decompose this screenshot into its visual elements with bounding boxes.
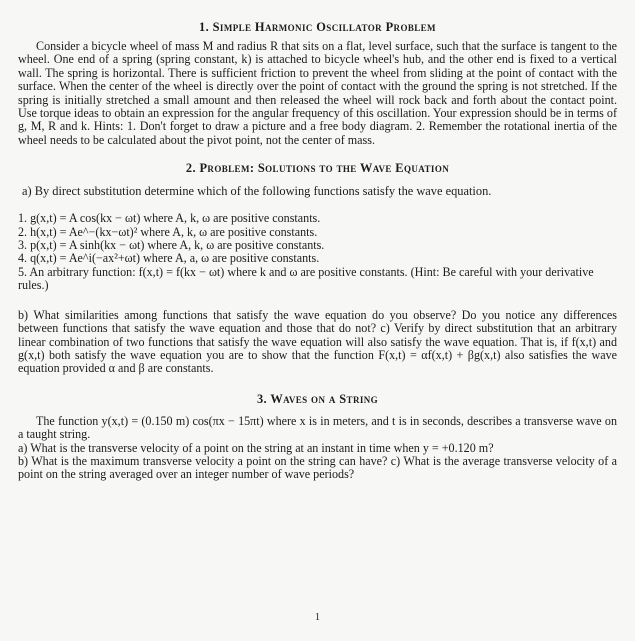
section-3-body: The function y(x,t) = (0.150 m) cos(πx − 15πt) where x is in meters, and t is in seconds, describes a transverse wave on a taught string.	[18, 413, 617, 442]
section-2-part-a: a) By direct substitution determine which of the following functions satisfy the wave equation.	[22, 184, 492, 199]
section-2-heading: 2. Problem: Solutions to the Wave Equation	[185, 161, 450, 176]
function-item-2: 2. h(x,t) = Ae^−(kx−ωt)² where A, k, ω are positive constants.	[18, 224, 318, 239]
function-item-5: 5. An arbitrary function: f(x,t) = f(kx − ωt) where k and ω are positive constants. (Hint: Be careful with your derivative rules.)	[18, 264, 594, 293]
section-3-part-a: a) What is the transverse velocity of a point on the string at an instant in time when y = +0.120 m?	[18, 440, 494, 455]
function-list	[18, 212, 617, 292]
section-1-body: Consider a bicycle wheel of mass M and radius R that sits on a flat, level surface, such that the surface is tangent to the wheel. One end of a spring (spring constant, k) is attached to bicycle wheel's hub, and the other end is fixed to a vertical wall. The spring is horizontal. There is sufficient friction to prevent the wheel from sliding at the point of contact with the surface. When the center of the wheel is directly over the point of contact with the ground the spring is not stretched. If the spring is initially stretched a small amount and then released the wheel will rock back and forth about the contact point. Use torque ideas to obtain an expression for the angular frequency of this oscillation. Your expression should be in terms of g, M, R and k. Hints: 1. Don't forget to draw a picture and a free body diagram. 2. Remember the rotational inertia of the wheel needs to be calculated about the pivot point, not the center of mass.	[18, 39, 617, 147]
section-1-heading: 1. Simple Harmonic Oscillator Problem	[199, 20, 436, 34]
section-2-parts-b-c: b) What similarities among functions that satisfy the wave equation do you observe? Do you notice any differences between functions that satisfy the wave equation and those that do not? c) Verify by direct substitution that an arbitrary linear combination of two functions that satisfy the wave equation will also satisfy the wave equation. That is, if f(x,t) and g(x,t) both satisfy the wave equation you are to show that the function F(x,t) = αf(x,t) + βg(x,t) also satisfies the wave equation provided α and β are constants.	[18, 307, 617, 376]
section-3-heading: 3. Waves on a String	[256, 391, 379, 406]
page-number: 1	[315, 612, 320, 623]
function-item-4: 4. q(x,t) = Ae^i(−ax²+ωt) where A, a, ω are positive constants.	[18, 251, 320, 266]
function-item-1: 1. g(x,t) = A cos(kx − ωt) where A, k, ω are positive constants.	[18, 211, 321, 226]
section-3-parts-b-c: b) What is the maximum transverse velocity a point on the string can have? c) What is the average transverse velocity of a point on the string averaged over an integer number of wave periods?	[18, 453, 617, 482]
function-item-3: 3. p(x,t) = A sinh(kx − ωt) where A, k, ω are positive constants.	[18, 238, 325, 253]
